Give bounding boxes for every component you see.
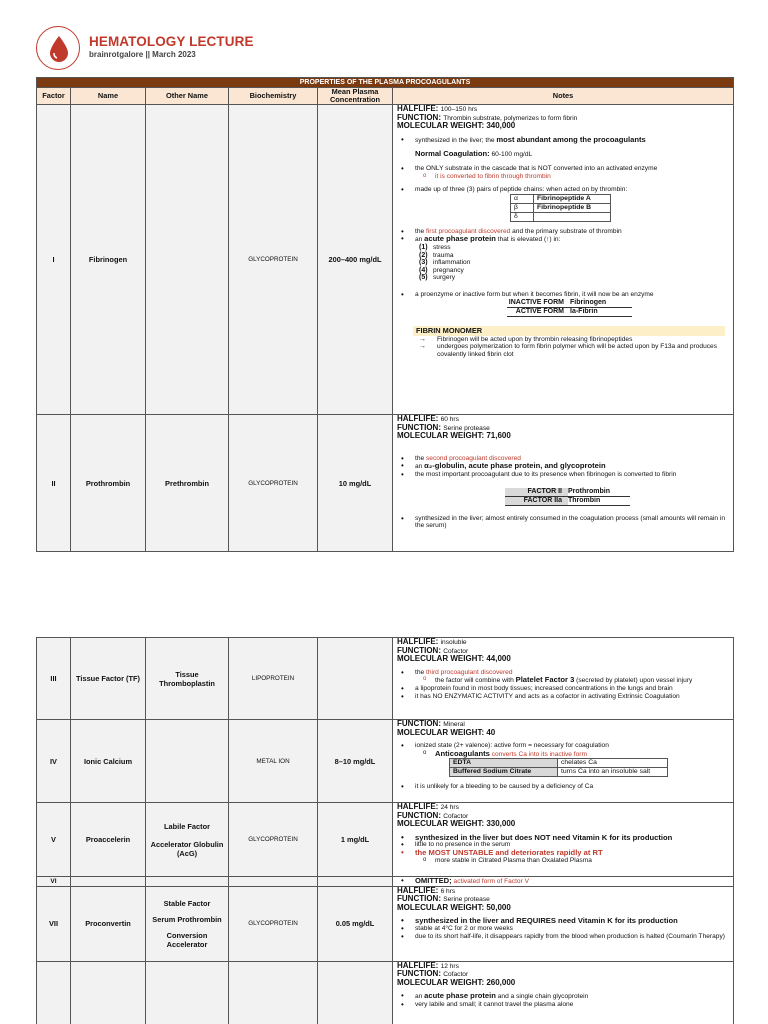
- factor-name: Fibrinogen: [71, 105, 146, 415]
- function-line: FUNCTION: Thrombin substrate, polymerizes to form fibrin: [397, 112, 578, 122]
- note-item: • due to its short half-life, it disappears rapidly from the blood when production is halted (Coumarin Therapy): [397, 933, 729, 941]
- factor-number: V: [37, 803, 71, 877]
- note-item: • the MOST UNSTABLE and deteriorates rapidly at RT: [397, 849, 729, 857]
- table-row: β Fibrinopeptide B: [511, 203, 611, 212]
- table-row: α Fibrinopeptide A: [511, 194, 611, 203]
- table-row-factor-i: [37, 105, 734, 415]
- factor-number: III: [37, 638, 71, 720]
- factor-notes: [393, 638, 734, 720]
- factor-concentration: 200–400 mg/dL: [318, 105, 393, 415]
- halflife-line: HALFLIFE: 24 hrs: [397, 802, 459, 811]
- halflife-line: HALFLIFE: 60 hrs: [397, 414, 459, 423]
- normal-coagulation: Normal Coagulation: 60-100 mg/dL: [415, 149, 533, 159]
- page-header: [36, 26, 436, 72]
- table-row: EDTA chelates Ca: [450, 759, 668, 768]
- function-line: FUNCTION: Serine protease: [397, 422, 490, 432]
- halflife-line: HALFLIFE: 12 hrs: [397, 960, 459, 970]
- elevated-list: [397, 244, 729, 282]
- table-header-row: [37, 88, 734, 105]
- note-item: • the ONLY substrate in the cascade that is NOT converted into an activated enzyme: [397, 165, 729, 173]
- factor-concentration: 8–10 mg/dL: [318, 720, 393, 803]
- factor-other-name: [146, 105, 229, 415]
- note-item: • the third procoagulant discovered: [397, 669, 729, 677]
- column-header-other-name: Other Name: [146, 88, 229, 105]
- table-row: INACTIVE FORM Fibrinogen: [507, 299, 632, 308]
- table-row-factor-vii: [37, 886, 734, 961]
- molecular-weight: MOLECULAR WEIGHT: 40: [397, 727, 496, 737]
- list-item: (1) stress: [419, 243, 451, 251]
- note-item: • little to no presence in the serum: [397, 841, 729, 849]
- note-item: • synthesized in the liver but does NOT need Vitamin K for its production: [397, 834, 729, 842]
- peptide-chains-table: [510, 194, 611, 222]
- note-item: • synthesized in the liver; almost entirely consumed in the coagulation process (small amounts will remain in the serum): [397, 515, 729, 530]
- note-item: • it is unlikely for a bleeding to be caused by a deficiency of Ca: [397, 783, 729, 791]
- function-line: FUNCTION: Serine protease: [397, 894, 490, 904]
- anticoagulant-table: [449, 758, 668, 777]
- factor-name: Proconvertin: [71, 886, 146, 961]
- table-row-factor-viii: [37, 961, 734, 1024]
- molecular-weight: MOLECULAR WEIGHT: 340,000: [397, 121, 516, 131]
- factor-biochemistry: GLYCOPROTEIN: [229, 886, 318, 961]
- function-line: FUNCTION: Cofactor: [397, 645, 469, 655]
- factor-concentration: 0.05 mg/dL: [318, 886, 393, 961]
- factor-notes: [393, 803, 734, 877]
- fibrinogen-forms: [507, 299, 632, 317]
- factor-biochemistry: GLYCOPROTEIN: [229, 803, 318, 877]
- note-item: • an α₂-globulin, acute phase protein, and glycoprotein: [397, 462, 729, 471]
- note-item: • synthesized in the liver; the most abundant among the procoagulants: [397, 136, 729, 145]
- column-header-biochemistry: Biochemistry: [229, 88, 318, 105]
- factor-number: II: [37, 415, 71, 552]
- factor-other-name: Stable Factor Serum Prothrombin Conversion Accelerator: [146, 886, 229, 961]
- factor-number: VII: [37, 886, 71, 961]
- note-subitem: o it is converted to fibrin through thrombin: [397, 173, 729, 181]
- note-item: • an acute phase protein that is elevated (↑) in:: [397, 235, 729, 244]
- molecular-weight: MOLECULAR WEIGHT: 260,000: [397, 977, 516, 987]
- factor-concentration: 10 mg/dL: [318, 415, 393, 552]
- prothrombin-forms: [505, 488, 630, 506]
- factor-other-name: Prethrombin: [146, 415, 229, 552]
- page-subtitle: brainrotgalore || March 2023: [89, 50, 196, 59]
- procoagulants-table-2: [36, 637, 734, 1024]
- factor-biochemistry: LIPOPROTEIN: [229, 638, 318, 720]
- note-item: • the second procoagulant discovered: [397, 455, 729, 463]
- table-row: FACTOR IIa Thrombin: [505, 497, 630, 506]
- factor-biochemistry: GLYCOPROTEIN: [229, 415, 318, 552]
- note-item: • made up of three (3) pairs of peptide chains: when acted on by thrombin:: [397, 186, 729, 194]
- blood-drop-icon: [48, 35, 70, 63]
- factor-notes: [393, 720, 734, 803]
- factor-name: Ionic Calcium: [71, 720, 146, 803]
- factor-notes: [393, 105, 734, 415]
- halflife-line: HALFLIFE: 6 hrs: [397, 885, 456, 895]
- factor-notes: [393, 877, 734, 887]
- factor-notes: [393, 886, 734, 961]
- list-item: (5) surgery: [419, 274, 455, 282]
- factor-other-name: Labile Factor Accelerator Globulin (AcG): [146, 803, 229, 877]
- table-row: ACTIVE FORM Ia-Fibrin: [507, 308, 632, 317]
- note-item: → Fibrinogen will be acted upon by thrombin releasing fibrinopeptides: [397, 336, 729, 344]
- table-row: δ: [511, 212, 611, 221]
- note-item: • an acute phase protein and a single chain glycoprotein: [397, 992, 729, 1001]
- factor-other-name: Tissue Thromboplastin: [146, 638, 229, 720]
- factor-number: I: [37, 105, 71, 415]
- factor-biochemistry: GLYCOPROTEIN: [229, 105, 318, 415]
- note-item: • a lipoprotein found in most body tissues; increased concentrations in the lungs and brain: [397, 685, 729, 693]
- halflife-line: HALFLIFE: 100–150 hrs: [397, 104, 478, 113]
- factor-other-name: [146, 720, 229, 803]
- table-row: FACTOR II Prothrombin: [505, 488, 630, 497]
- list-item: (3) inflammation: [419, 259, 471, 267]
- function-line: FUNCTION: Cofactor: [397, 969, 469, 979]
- note-subitem: o the factor will combine with Platelet Factor 3 (secreted by platelet) upon vessel injury: [397, 676, 729, 685]
- table-row: Buffered Sodium Citrate turns Ca into an insoluble salt: [450, 768, 668, 777]
- note-item: • synthesized in the liver and REQUIRES need Vitamin K for its production: [397, 917, 729, 925]
- factor-biochemistry: METAL ION: [229, 720, 318, 803]
- table-row-factor-ii: [37, 415, 734, 552]
- function-line: FUNCTION: Cofactor: [397, 810, 469, 820]
- table-banner-row: [37, 78, 734, 88]
- molecular-weight: MOLECULAR WEIGHT: 50,000: [397, 902, 511, 912]
- note-subitem: o more stable in Citrated Plasma than Oxalated Plasma: [397, 857, 729, 865]
- factor-concentration: [318, 638, 393, 720]
- table-row-factor-vi: [37, 877, 734, 887]
- note-item: • OMITTED; activated form of Factor V: [397, 877, 729, 886]
- table-row-factor-iii: [37, 638, 734, 720]
- table-banner: PROPERTIES OF THE PLASMA PROCOAGULANTS: [37, 78, 734, 88]
- column-header-name: Name: [71, 88, 146, 105]
- procoagulants-table-1: [36, 77, 734, 552]
- halflife-line: HALFLIFE: insoluble: [397, 637, 467, 646]
- table-row-factor-v: [37, 803, 734, 877]
- list-item: (4) pregnancy: [419, 266, 464, 274]
- fibrin-monomer-heading: FIBRIN MONOMER: [413, 326, 725, 336]
- note-item: • a proenzyme or inactive form but when it becomes fibrin, it will now be an enzyme: [397, 291, 729, 299]
- factor-number: IV: [37, 720, 71, 803]
- note-subitem: o Anticoagulants converts Ca into its inactive form: [397, 750, 729, 759]
- column-header-concentration: Mean Plasma Concentration: [318, 88, 393, 105]
- note-item: • ionized state (2+ valence): active form = necessary for coagulation: [397, 742, 729, 750]
- note-item: • stable at 4°C for 2 or more weeks: [397, 925, 729, 933]
- note-item: • very labile and small; it cannot travel the plasma alone: [397, 1001, 729, 1009]
- page-title: HEMATOLOGY LECTURE: [89, 34, 254, 49]
- table-row-factor-iv: [37, 720, 734, 803]
- function-line: FUNCTION: Mineral: [397, 719, 465, 728]
- molecular-weight: MOLECULAR WEIGHT: 71,600: [397, 431, 511, 441]
- factor-name: Proaccelerin: [71, 803, 146, 877]
- note-item: → undergoes polymerization to form fibrin polymer which will be acted upon by F13a and produces covalently linked fibrin clot: [397, 343, 729, 358]
- factor-concentration: 1 mg/dL: [318, 803, 393, 877]
- molecular-weight: MOLECULAR WEIGHT: 44,000: [397, 654, 511, 664]
- note-item: • the most important procoagulant due to its presence when fibrinogen is converted to fibrin: [397, 471, 729, 479]
- column-header-factor: Factor: [37, 88, 71, 105]
- factor-name: Tissue Factor (TF): [71, 638, 146, 720]
- list-item: (2) trauma: [419, 251, 454, 259]
- note-item: • the first procoagulant discovered and the primary substrate of thrombin: [397, 228, 729, 236]
- factor-notes: [393, 961, 734, 1024]
- note-item: • it has NO ENZYMATIC ACTIVITY and acts as a cofactor in activating Extrinsic Coagulation: [397, 693, 729, 701]
- factor-number: VI: [37, 877, 71, 887]
- logo: [36, 26, 80, 70]
- column-header-notes: Notes: [393, 88, 734, 105]
- molecular-weight: MOLECULAR WEIGHT: 330,000: [397, 819, 516, 829]
- factor-notes: [393, 415, 734, 552]
- factor-name: Prothrombin: [71, 415, 146, 552]
